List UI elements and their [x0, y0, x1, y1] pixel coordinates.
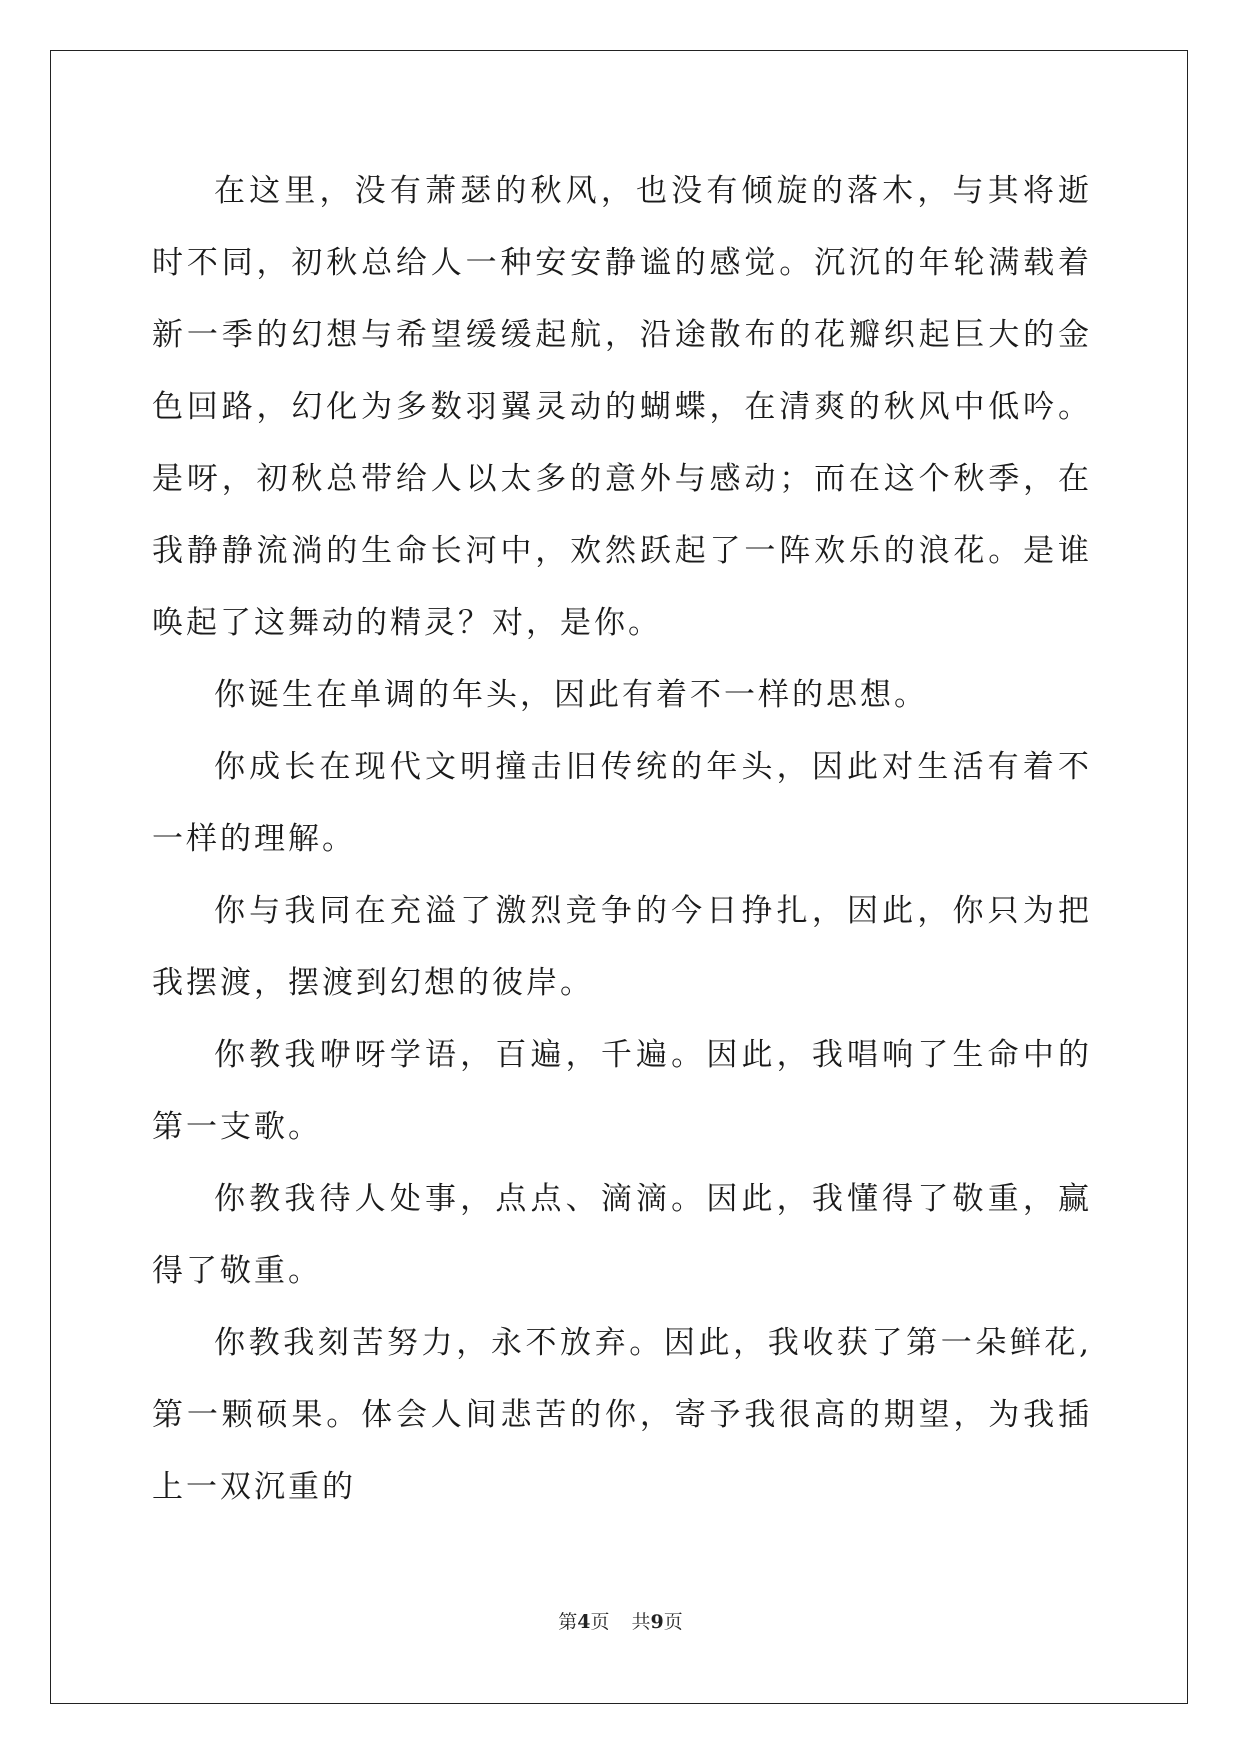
paragraph-5: 你教我咿呀学语，百遍，千遍。因此，我唱响了生命中的第一支歌。 — [152, 1037, 1092, 1145]
current-page: 4 — [577, 1611, 591, 1633]
document-body — [152, 155, 1092, 1523]
paragraph-4: 你与我同在充溢了激烈竞争的今日挣扎，因此，你只为把我摆渡，摆渡到幻想的彼岸。 — [152, 893, 1092, 1001]
total-prefix: 共 — [631, 1611, 651, 1633]
paragraph-7: 你教我刻苦努力，永不放弃。因此，我收获了第一朵鲜花,第一颗硕果。体会人间悲苦的你，寄予我很高的期望，为我插上一双沉重的 — [152, 1325, 1092, 1505]
paragraph-6: 你教我待人处事，点点、滴滴。因此，我懂得了敬重，赢得了敬重。 — [152, 1181, 1092, 1289]
total-suffix: 页 — [663, 1611, 683, 1633]
page-footer — [0, 1607, 1241, 1634]
paragraph-1: 在这里，没有萧瑟的秋风，也没有倾旋的落木，与其将逝时不同，初秋总给人一种安安静谧的感觉。沉沉的年轮满载着新一季的幻想与希望缓缓起航，沿途散布的花瓣织起巨大的金色回路，幻化为多数羽翼灵动的蝴蝶，在清爽的秋风中低吟。是呀，初秋总带给人以太多的意外与感动；而在这个秋季，在我静静流淌的生命长河中，欢然跃起了一阵欢乐的浪花。是谁唤起了这舞动的精灵？对，是你。 — [152, 173, 1092, 641]
total-count: 9 — [650, 1611, 664, 1633]
page-prefix: 第 — [558, 1611, 578, 1633]
paragraph-3: 你成长在现代文明撞击旧传统的年头，因此对生活有着不一样的理解。 — [152, 749, 1092, 857]
total-pages — [632, 1611, 683, 1633]
paragraph-2: 你诞生在单调的年头，因此有着不一样的思想。 — [214, 677, 928, 713]
page-suffix: 页 — [590, 1611, 610, 1633]
page-number — [558, 1611, 609, 1633]
